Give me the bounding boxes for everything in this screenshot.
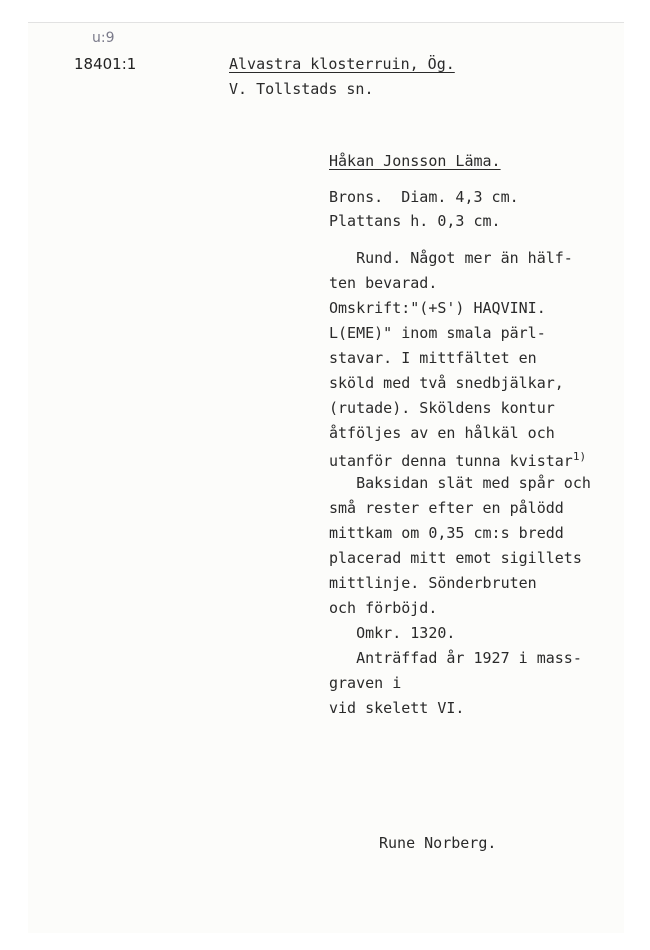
text-line: Plattans h. 0,3 cm. xyxy=(329,212,501,230)
text-line: sköld med två snedbjälkar, xyxy=(329,374,564,392)
text-line: graven i xyxy=(329,674,402,692)
text-line: placerad mitt emot sigillets xyxy=(329,549,582,567)
text-line: Rund. Något mer än hälf- xyxy=(329,249,573,267)
text-line: mittkam om 0,35 cm:s bredd xyxy=(329,524,564,542)
text-line: och förböjd. xyxy=(329,599,438,617)
parish-name: V. Tollstads sn. xyxy=(229,80,374,98)
text-line: vid skelett VI. xyxy=(329,699,465,717)
catalog-number: 18401:1 xyxy=(74,55,137,73)
text-line: L(EME)" inom smala pärl- xyxy=(329,324,546,342)
pencil-note: u:9 xyxy=(92,30,115,46)
site-name: Alvastra klosterruin, Ög. xyxy=(229,55,455,73)
text-line xyxy=(329,451,586,469)
object-title: Håkan Jonsson Läma. xyxy=(329,152,501,170)
text-line: mittlinje. Sönderbruten xyxy=(329,574,537,592)
text-line: Omskrift:"(+S') HAQVINI. xyxy=(329,299,546,317)
text-line: Brons. Diam. 4,3 cm. xyxy=(329,188,519,206)
text-line: Anträffad år 1927 i mass- xyxy=(329,649,582,667)
text-line: små rester efter en pålödd xyxy=(329,499,564,517)
text-line: (rutade). Sköldens kontur xyxy=(329,399,555,417)
text-line: ten bevarad. xyxy=(329,274,438,292)
text-line: åtföljes av en hålkäl och xyxy=(329,424,555,442)
footnote-marker: 1) xyxy=(572,450,587,463)
text-line-content: utanför denna tunna kvistar xyxy=(329,452,573,470)
text-line: Baksidan slät med spår och xyxy=(329,474,591,492)
text-line: stavar. I mittfältet en xyxy=(329,349,537,367)
catalog-card xyxy=(28,22,624,933)
signature: Rune Norberg. xyxy=(379,834,497,852)
text-line: Omkr. 1320. xyxy=(329,624,456,642)
